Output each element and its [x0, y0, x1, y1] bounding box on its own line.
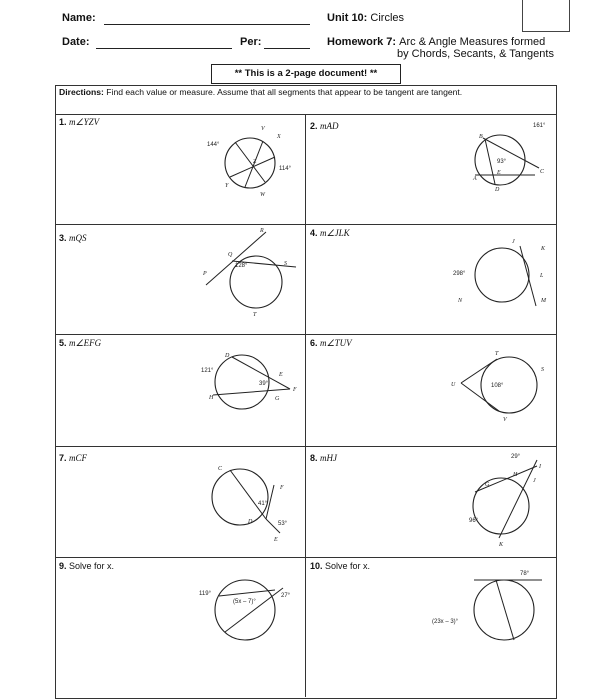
svg-text:H: H [209, 395, 214, 401]
svg-text:D: D [225, 353, 230, 359]
problem-7-label: 7. mCF [59, 453, 88, 463]
svg-text:T: T [495, 351, 499, 357]
problem-5-label: 5. m∠EFG [59, 338, 102, 348]
figure-8 [455, 450, 555, 550]
svg-text:Y: Y [225, 183, 229, 189]
figure-5 [195, 347, 310, 422]
svg-text:L: L [540, 273, 544, 279]
figure-3 [198, 225, 308, 320]
svg-text:C: C [218, 466, 223, 472]
svg-text:V: V [261, 126, 265, 132]
svg-text:S: S [541, 367, 544, 373]
svg-text:93°: 93° [497, 159, 507, 165]
svg-text:Z: Z [253, 159, 257, 165]
svg-text:X: X [277, 134, 281, 140]
svg-text:128°: 128° [235, 263, 248, 269]
score-box [522, 0, 570, 32]
figure-9 [195, 570, 305, 655]
svg-text:K: K [499, 542, 504, 548]
svg-text:E: E [279, 372, 283, 378]
svg-text:T: T [253, 312, 257, 318]
svg-text:G: G [485, 482, 490, 488]
problem-4-label: 4. m∠JLK [310, 228, 350, 238]
problem-3-label: 3. mQS [59, 233, 87, 243]
homework-label-text: Homework 7: [327, 36, 397, 48]
unit-label-text: Unit 10: [327, 12, 368, 24]
figure-6 [445, 345, 555, 430]
svg-text:41°: 41° [258, 501, 268, 507]
svg-text:27°: 27° [281, 593, 291, 599]
svg-text:E: E [274, 537, 278, 543]
svg-text:G: G [275, 396, 280, 402]
directions-text: Find each value or measure. Assume that all segments that appear to be tangent are tangent. [106, 87, 463, 97]
svg-text:Q: Q [228, 252, 233, 258]
unit-label [327, 12, 404, 24]
svg-text:53°: 53° [278, 521, 288, 527]
name-line[interactable] [104, 24, 310, 25]
svg-text:F: F [280, 485, 284, 491]
svg-text:U: U [451, 382, 456, 388]
svg-text:S: S [284, 261, 287, 267]
svg-text:(23x – 3)°: (23x – 3)° [432, 619, 459, 625]
svg-text:E: E [497, 170, 501, 176]
svg-text:I: I [539, 464, 541, 470]
problem-8-label: 8. mHJ [310, 453, 338, 463]
homework-value-line1: Arc & Angle Measures formed [399, 36, 546, 48]
per-line[interactable] [264, 48, 310, 49]
svg-text:298°: 298° [453, 271, 466, 277]
svg-text:114°: 114° [279, 166, 291, 172]
svg-text:144°: 144° [207, 142, 220, 148]
svg-text:39°: 39° [259, 381, 269, 387]
figure-7 [200, 455, 300, 545]
homework-label [327, 36, 545, 48]
figure-2 [455, 118, 555, 198]
svg-text:C: C [540, 169, 545, 175]
date-label: Date: [62, 36, 90, 48]
problem-10-label: 10. Solve for x. [310, 561, 371, 571]
directions [59, 87, 549, 97]
svg-text:V: V [503, 417, 507, 423]
svg-text:P: P [203, 271, 207, 277]
svg-text:A: A [473, 176, 477, 182]
problem-2-label: 2. mAD [310, 121, 339, 131]
figure-1 [195, 118, 310, 208]
svg-text:78°: 78° [520, 571, 530, 577]
homework-value-line2: by Chords, Secants, & Tangents [397, 48, 554, 60]
svg-text:J: J [533, 478, 536, 484]
figure-4 [450, 228, 555, 318]
svg-text:F: F [293, 387, 297, 393]
svg-text:96°: 96° [469, 518, 479, 524]
problem-1-label: 1. m∠YZV [59, 117, 100, 127]
svg-text:B: B [479, 134, 483, 140]
svg-text:M: M [541, 298, 546, 304]
problem-6-label: 6. m∠TUV [310, 338, 352, 348]
svg-text:29°: 29° [511, 454, 521, 460]
problem-9-label: 9. Solve for x. [59, 561, 115, 571]
svg-text:K: K [541, 246, 546, 252]
unit-value: Circles [370, 12, 405, 24]
svg-text:161°: 161° [533, 123, 546, 129]
svg-text:H: H [513, 472, 518, 478]
svg-text:R: R [260, 228, 264, 234]
svg-text:N: N [458, 298, 463, 304]
svg-text:(5x – 7)°: (5x – 7)° [233, 599, 256, 605]
svg-text:J: J [512, 239, 515, 245]
svg-text:W: W [260, 192, 265, 198]
date-line[interactable] [96, 48, 232, 49]
svg-text:121°: 121° [201, 368, 214, 374]
directions-label: Directions: [59, 87, 104, 97]
two-page-banner: ** This is a 2-page document! ** [211, 64, 401, 84]
figure-10 [430, 566, 555, 666]
svg-text:108°: 108° [491, 383, 504, 389]
per-label: Per: [240, 36, 262, 48]
name-label: Name: [62, 12, 96, 24]
svg-text:D: D [248, 519, 253, 525]
svg-text:119°: 119° [199, 591, 211, 597]
svg-text:D: D [495, 187, 500, 193]
